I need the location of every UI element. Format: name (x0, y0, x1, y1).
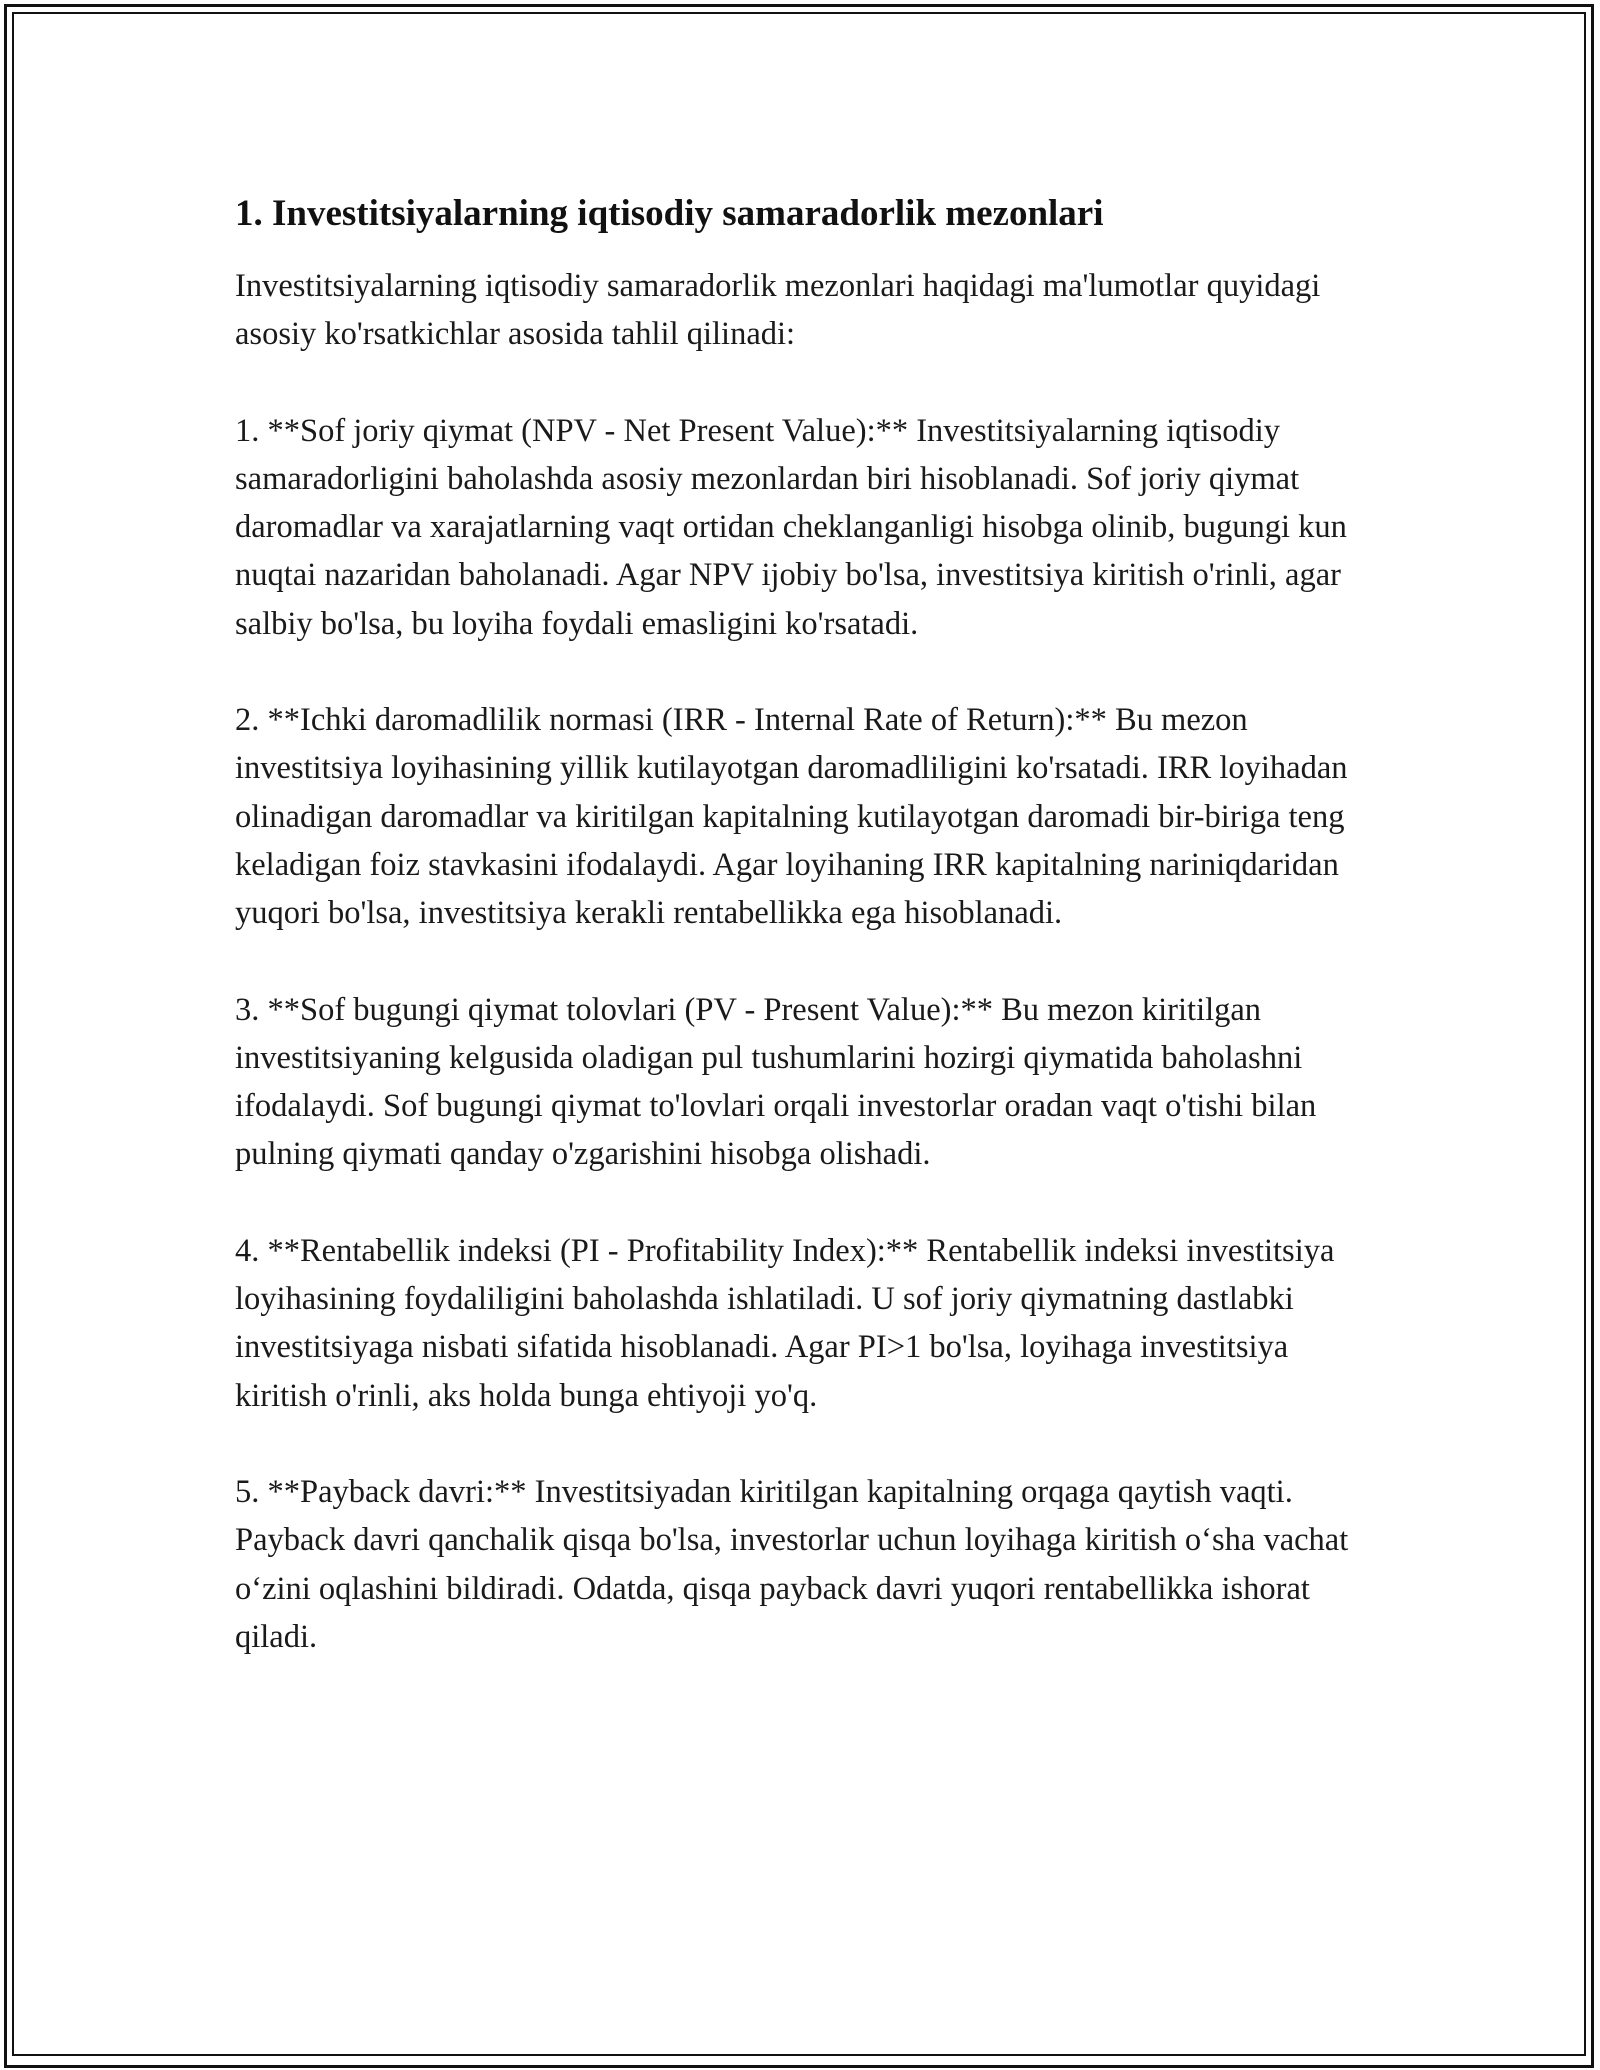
criterion-npv: 1. **Sof joriy qiymat (NPV - Net Present Value):** Investitsiyalarning iqtisodiy samaradorligini baholashda asosiy mezonlardan biri hisoblanadi. Sof joriy qiymat daromadlar va xarajatlarning vaqt ortidan cheklanganligi hisobga olinib, bugungi kun nuqtai nazaridan baholanadi. Agar NPV ijobiy bo'lsa, investitsiya kiritish o'rinli, agar salbiy bo'lsa, bu loyiha foydali emasligini ko'rsatadi. (235, 412, 1347, 642)
intro-paragraph: Investitsiyalarning iqtisodiy samaradorlik mezonlari haqidagi ma'lumotlar quyidagi asosiy ko'rsatkichlar asosida tahlil qilinadi: (235, 268, 1321, 353)
criterion-irr: 2. **Ichki daromadlilik normasi (IRR - Internal Rate of Return):** Bu mezon investitsiya loyihasining yillik kutilayotgan daromadliligini ko'rsatadi. IRR loyihadan olinadigan daromadlar va kiritilgan kapitalning kutilayotgan daromadi bir-biriga teng keladigan foiz stavkasini ifodalaydi. Agar loyihaning IRR kapitalning nariniqdaridan yuqori bo'lsa, investitsiya kerakli rentabellikka ega hisoblanadi. (235, 702, 1348, 932)
section-heading: 1. Investitsiyalarning iqtisodiy samaradorlik mezonlari (235, 193, 1104, 234)
document-body (235, 186, 1360, 1709)
criterion-pv: 3. **Sof bugungi qiymat tolovlari (PV - Present Value):** Bu mezon kiritilgan investitsiyaning kelgusida oladigan pul tushumlarini hozirgi qiymatida baholashni ifodalaydi. Sof bugungi qiymat to'lovlari orqali investorlar oradan vaqt o'tishi bilan pulning qiymati qanday o'zgarishini hisobga olishadi. (235, 991, 1317, 1173)
criterion-payback: 5. **Payback davri:** Investitsiyadan kiritilgan kapitalning orqaga qaytish vaqti. Payback davri qanchalik qisqa bo'lsa, investorlar uchun loyihaga kiritish o‘sha vachat o‘zini oqlashini bildiradi. Odatda, qisqa payback davri yuqori rentabellikka ishorat qiladi. (235, 1473, 1349, 1655)
criterion-pi: 4. **Rentabellik indeksi (PI - Profitability Index):** Rentabellik indeksi investitsiya loyihasining foydaliligini baholashda ishlatiladi. U sof joriy qiymatning dastlabki investitsiyaga nisbati sifatida hisoblanadi. Agar PI>1 bo'lsa, loyihaga investitsiya kiritish o'rinli, aks holda bunga ehtiyoji yo'q. (235, 1232, 1335, 1414)
